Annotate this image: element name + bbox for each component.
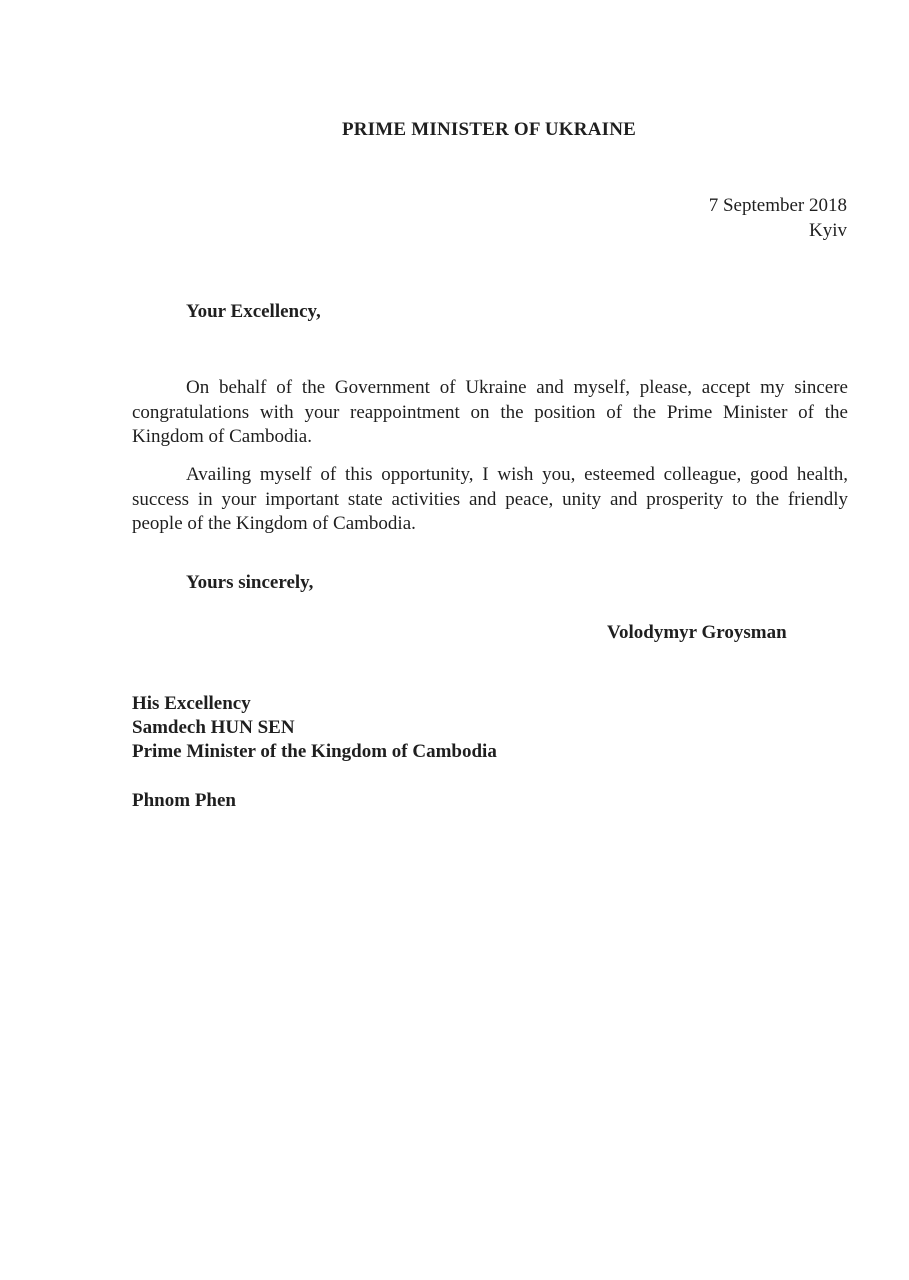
addressee-title: His Excellency xyxy=(132,693,251,714)
addressee-block xyxy=(132,692,497,764)
letter-place: Kyiv xyxy=(809,220,847,241)
signatory-name: Volodymyr Groysman xyxy=(607,622,787,643)
letter-heading: PRIME MINISTER OF UKRAINE xyxy=(341,119,637,140)
body-paragraph-2: Availing myself of this opportunity, I wish you, esteemed colleague, good health, success in your important state activities and peace, unity and prosperity to the friendly people of the Kingdom of Cambodia. xyxy=(132,464,848,534)
closing: Yours sincerely, xyxy=(186,572,314,593)
date-place-block xyxy=(709,193,847,243)
letter-date: 7 September 2018 xyxy=(708,195,847,216)
addressee-name: Samdech HUN SEN xyxy=(132,717,295,738)
addressee-position: Prime Minister of the Kingdom of Cambodia xyxy=(132,741,497,762)
addressee-city: Phnom Phen xyxy=(132,790,236,811)
body-paragraph-1: On behalf of the Government of Ukraine and myself, please, accept my sincere congratulations with your reappointment on the position of the Prime Minister of the Kingdom of Cambodia. xyxy=(132,377,848,447)
salutation: Your Excellency, xyxy=(186,301,321,322)
